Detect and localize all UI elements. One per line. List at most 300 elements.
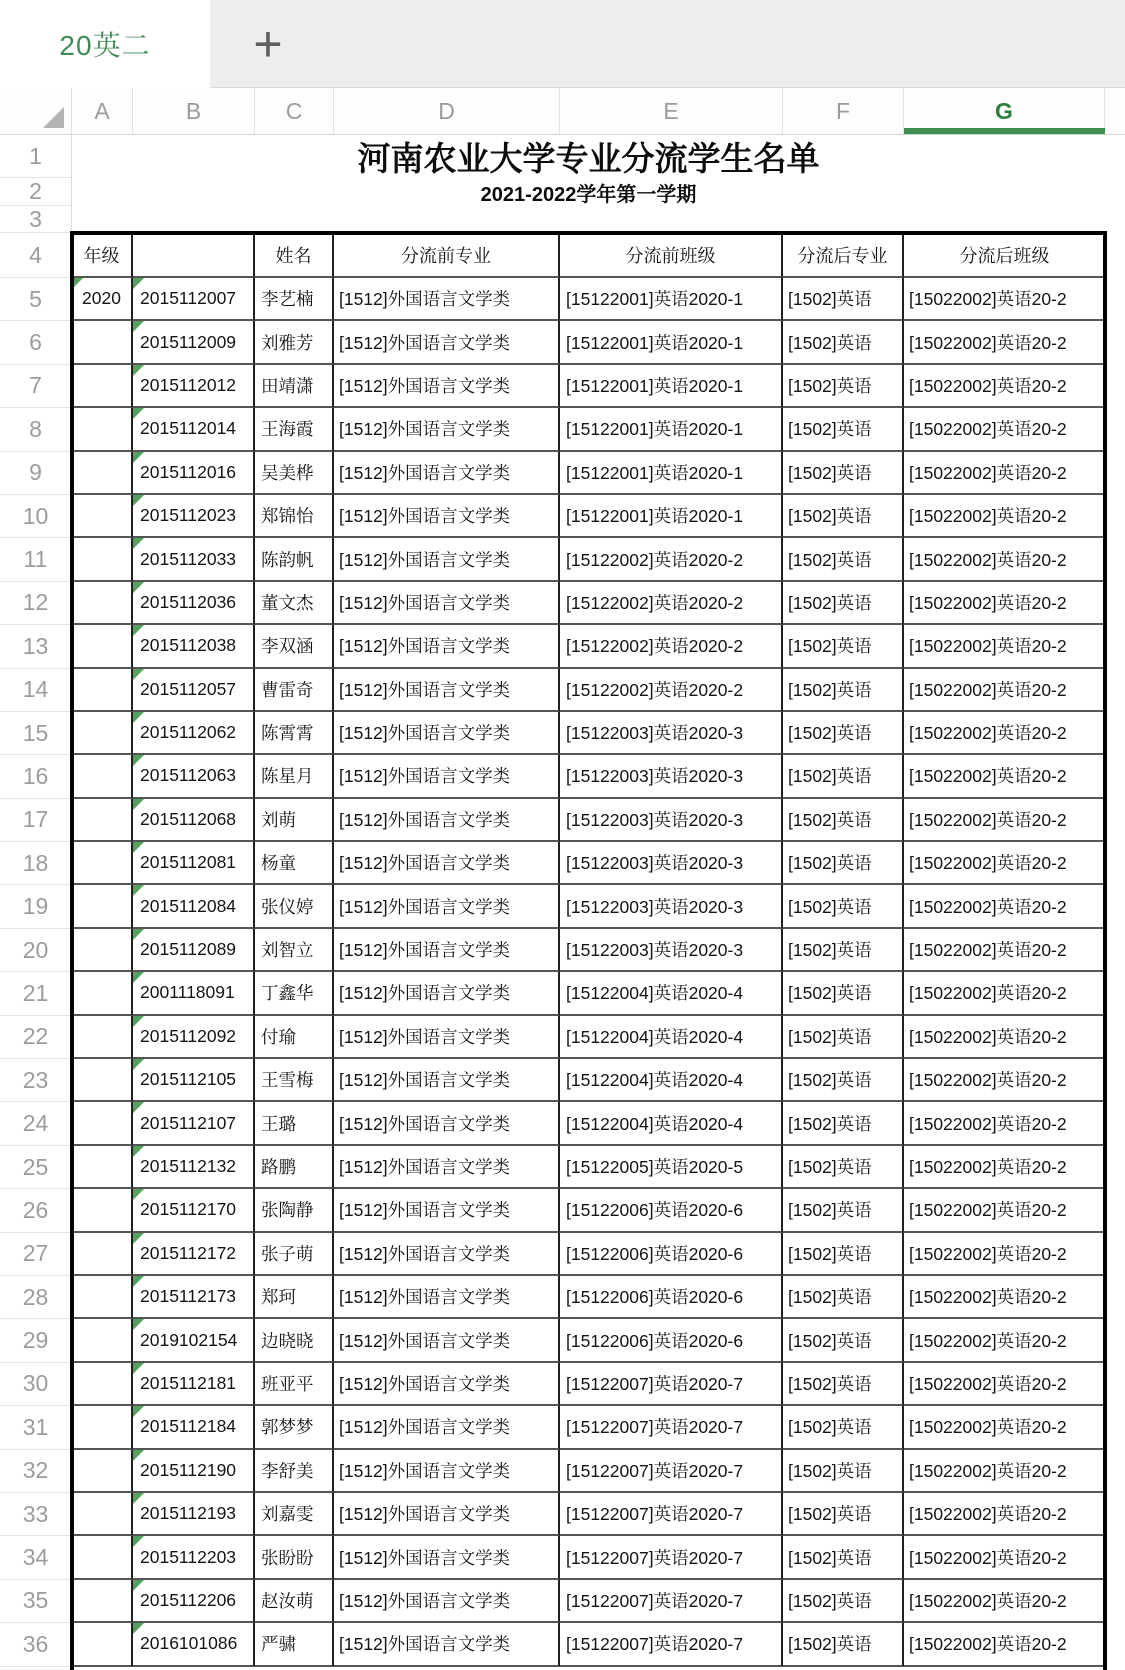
- cell-student-id[interactable]: 2015112009: [133, 321, 255, 364]
- cell-name[interactable]: 陈韵帆: [255, 538, 334, 581]
- cell-student-id[interactable]: 2015112036: [133, 582, 255, 625]
- cell-name[interactable]: 张子萌: [255, 1233, 334, 1276]
- cell-grade[interactable]: [72, 582, 133, 625]
- row-header-28[interactable]: 28: [0, 1276, 72, 1319]
- cell-major-after[interactable]: [1502]英语: [783, 278, 904, 321]
- cell-major-before[interactable]: [1512]外国语言文学类: [334, 582, 560, 625]
- cell-student-id[interactable]: 2015112203: [133, 1536, 255, 1579]
- cell-class-before[interactable]: [15122001]英语2020-1: [560, 321, 783, 364]
- cell-major-after[interactable]: [1502]英语: [783, 365, 904, 408]
- cell-class-before[interactable]: [15122003]英语2020-3: [560, 755, 783, 798]
- cell-name[interactable]: 陈霄霄: [255, 712, 334, 755]
- cell-student-id[interactable]: 2015112170: [133, 1189, 255, 1232]
- cell-major-before[interactable]: [1512]外国语言文学类: [334, 972, 560, 1015]
- cell-grade[interactable]: [72, 1319, 133, 1362]
- header-cell-grade[interactable]: 年级: [72, 233, 133, 278]
- row-header-11[interactable]: 11: [0, 538, 72, 581]
- cell-class-after[interactable]: [15022002]英语20-2: [904, 538, 1105, 581]
- cell-grade[interactable]: [72, 495, 133, 538]
- cell-name[interactable]: 郭梦梦: [255, 1406, 334, 1449]
- cell-name[interactable]: 边晓晓: [255, 1319, 334, 1362]
- cell-grade[interactable]: [72, 1016, 133, 1059]
- row-header-8[interactable]: 8: [0, 408, 72, 451]
- header-cell-class-after[interactable]: 分流后班级: [904, 233, 1105, 278]
- cell-class-after[interactable]: [15022002]英语20-2: [904, 1450, 1105, 1493]
- cell-major-before[interactable]: [1512]外国语言文学类: [334, 495, 560, 538]
- row-header-2[interactable]: 2: [0, 178, 72, 206]
- cell-major-before[interactable]: [1512]外国语言文学类: [334, 1189, 560, 1232]
- cell-grade[interactable]: [72, 929, 133, 972]
- cell-major-after[interactable]: [1502]英语: [783, 582, 904, 625]
- cell-class-before[interactable]: [15122003]英语2020-3: [560, 799, 783, 842]
- cell-major-after[interactable]: [1502]英语: [783, 1536, 904, 1579]
- cell-grade[interactable]: [72, 538, 133, 581]
- cell-student-id[interactable]: 2015112016: [133, 452, 255, 495]
- cell-student-id[interactable]: 2015112081: [133, 842, 255, 885]
- row-header-4[interactable]: 4: [0, 233, 72, 278]
- cell-class-before[interactable]: [15122001]英语2020-1: [560, 365, 783, 408]
- cell-major-after[interactable]: [1502]英语: [783, 1580, 904, 1623]
- sheet-tab-active[interactable]: [0, 0, 210, 88]
- row-header-36[interactable]: 36: [0, 1623, 72, 1666]
- number-as-text-triangle-icon: [133, 1623, 144, 1634]
- cell-class-after[interactable]: [15022002]英语20-2: [904, 669, 1105, 712]
- cell-student-id[interactable]: 2015112012: [133, 365, 255, 408]
- cell-class-before[interactable]: [15122007]英语2020-7: [560, 1450, 783, 1493]
- cell-class-before[interactable]: [15122006]英语2020-6: [560, 1189, 783, 1232]
- empty-spacer-cell[interactable]: [72, 206, 1105, 233]
- number-as-text-triangle-icon: [133, 799, 144, 810]
- cell-major-after[interactable]: [1502]英语: [783, 712, 904, 755]
- row-header-26[interactable]: 26: [0, 1189, 72, 1232]
- cell-class-before[interactable]: [15122004]英语2020-4: [560, 1059, 783, 1102]
- cell-grade[interactable]: [72, 799, 133, 842]
- sheet-grid: [0, 135, 1125, 1667]
- cell-class-before[interactable]: [15122006]英语2020-6: [560, 1276, 783, 1319]
- cell-major-before[interactable]: [1512]外国语言文学类: [334, 321, 560, 364]
- sheet-title-cell-text: 河南农业大学专业分流学生名单: [357, 140, 820, 177]
- cell-class-before[interactable]: [15122003]英语2020-3: [560, 885, 783, 928]
- cell-class-before[interactable]: [15122002]英语2020-2: [560, 669, 783, 712]
- cell-student-id[interactable]: 2015112184: [133, 1406, 255, 1449]
- cell-name[interactable]: 赵汝萌: [255, 1580, 334, 1623]
- cell-student-id[interactable]: 2015112014: [133, 408, 255, 451]
- table-row-36: [0, 1623, 1125, 1666]
- cell-name[interactable]: 刘嘉雯: [255, 1493, 334, 1536]
- cell-major-before[interactable]: [1512]外国语言文学类: [334, 408, 560, 451]
- cell-class-before[interactable]: [15122002]英语2020-2: [560, 625, 783, 668]
- cell-grade[interactable]: [72, 1363, 133, 1406]
- row-header-16[interactable]: 16: [0, 755, 72, 798]
- number-as-text-triangle-icon: [133, 1363, 144, 1374]
- cell-name[interactable]: 路鹏: [255, 1146, 334, 1189]
- cell-name[interactable]: 田靖潇: [255, 365, 334, 408]
- cell-grade[interactable]: [72, 1189, 133, 1232]
- add-sheet-icon[interactable]: +: [253, 15, 283, 72]
- cell-class-after[interactable]: [15022002]英语20-2: [904, 1493, 1105, 1536]
- cell-major-before[interactable]: [1512]外国语言文学类: [334, 1363, 560, 1406]
- cell-student-id[interactable]: 2015112062: [133, 712, 255, 755]
- cell-class-after[interactable]: [15022002]英语20-2: [904, 842, 1105, 885]
- cell-class-after[interactable]: [15022002]英语20-2: [904, 1016, 1105, 1059]
- cell-grade[interactable]: [72, 1233, 133, 1276]
- cell-major-after[interactable]: [1502]英语: [783, 1233, 904, 1276]
- cell-class-after[interactable]: [15022002]英语20-2: [904, 1059, 1105, 1102]
- cell-student-id[interactable]: 2015112105: [133, 1059, 255, 1102]
- number-as-text-triangle-icon: [133, 1016, 144, 1027]
- cell-student-id[interactable]: 2015112057: [133, 669, 255, 712]
- cell-major-after[interactable]: [1502]英语: [783, 1493, 904, 1536]
- cell-class-after[interactable]: [15022002]英语20-2: [904, 582, 1105, 625]
- cell-class-before[interactable]: [15122001]英语2020-1: [560, 278, 783, 321]
- row-header-23[interactable]: 23: [0, 1059, 72, 1102]
- cell-major-after[interactable]: [1502]英语: [783, 408, 904, 451]
- cell-name[interactable]: 班亚平: [255, 1363, 334, 1406]
- column-header-b[interactable]: B: [133, 88, 255, 134]
- cell-name[interactable]: 刘智立: [255, 929, 334, 972]
- cell-grade[interactable]: 2020: [72, 278, 133, 321]
- cell-major-before[interactable]: [1512]外国语言文学类: [334, 452, 560, 495]
- cell-grade[interactable]: [72, 842, 133, 885]
- cell-class-before[interactable]: [15122006]英语2020-6: [560, 1319, 783, 1362]
- cell-student-id[interactable]: 2015112033: [133, 538, 255, 581]
- cell-class-after[interactable]: [15022002]英语20-2: [904, 1623, 1105, 1666]
- cell-name[interactable]: 刘萌: [255, 799, 334, 842]
- column-header-a[interactable]: A: [72, 88, 133, 134]
- cell-name[interactable]: 张仪婷: [255, 885, 334, 928]
- cell-grade[interactable]: [72, 755, 133, 798]
- row-header-35[interactable]: 35: [0, 1580, 72, 1623]
- cell-grade[interactable]: [72, 1493, 133, 1536]
- number-as-text-triangle-icon: [133, 365, 144, 376]
- cell-name[interactable]: 吴美桦: [255, 452, 334, 495]
- cell-name[interactable]: 李艺楠: [255, 278, 334, 321]
- cell-major-after[interactable]: [1502]英语: [783, 799, 904, 842]
- number-as-text-triangle-icon: [133, 1233, 144, 1244]
- cell-major-before[interactable]: [1512]外国语言文学类: [334, 1016, 560, 1059]
- cell-class-before[interactable]: [15122001]英语2020-1: [560, 408, 783, 451]
- cell-class-after[interactable]: [15022002]英语20-2: [904, 885, 1105, 928]
- cell-student-id[interactable]: 2015112089: [133, 929, 255, 972]
- cell-name[interactable]: 杨童: [255, 842, 334, 885]
- row-header-33[interactable]: 33: [0, 1493, 72, 1536]
- row-header-25[interactable]: 25: [0, 1146, 72, 1189]
- cell-grade[interactable]: [72, 1146, 133, 1189]
- column-header-c[interactable]: C: [255, 88, 334, 134]
- row-header-18[interactable]: 18: [0, 842, 72, 885]
- cell-major-after[interactable]: [1502]英语: [783, 1363, 904, 1406]
- cell-major-before[interactable]: [1512]外国语言文学类: [334, 625, 560, 668]
- cell-grade[interactable]: [72, 365, 133, 408]
- cell-grade[interactable]: [72, 1102, 133, 1145]
- cell-class-before[interactable]: [15122006]英语2020-6: [560, 1233, 783, 1276]
- cell-major-before[interactable]: [1512]外国语言文学类: [334, 755, 560, 798]
- column-header-d[interactable]: D: [334, 88, 560, 134]
- row-header-15[interactable]: 15: [0, 712, 72, 755]
- row-header-3[interactable]: 3: [0, 206, 72, 233]
- cell-name[interactable]: 王璐: [255, 1102, 334, 1145]
- row-header-19[interactable]: 19: [0, 885, 72, 928]
- cell-major-before[interactable]: [1512]外国语言文学类: [334, 1276, 560, 1319]
- cell-name[interactable]: 曹雷奇: [255, 669, 334, 712]
- cell-class-after[interactable]: [15022002]英语20-2: [904, 1189, 1105, 1232]
- cell-name[interactable]: 严骕: [255, 1623, 334, 1666]
- cell-major-after[interactable]: [1502]英语: [783, 1319, 904, 1362]
- cell-class-after[interactable]: [15022002]英语20-2: [904, 1276, 1105, 1319]
- cell-major-after[interactable]: [1502]英语: [783, 972, 904, 1015]
- cell-grade[interactable]: [72, 321, 133, 364]
- row-header-27[interactable]: 27: [0, 1233, 72, 1276]
- cell-class-after[interactable]: [15022002]英语20-2: [904, 1102, 1105, 1145]
- cell-major-after[interactable]: [1502]英语: [783, 1623, 904, 1666]
- cell-major-before[interactable]: [1512]外国语言文学类: [334, 1233, 560, 1276]
- number-as-text-triangle-icon: [133, 321, 144, 332]
- number-as-text-triangle-icon: [133, 1146, 144, 1157]
- cell-class-after[interactable]: [15022002]英语20-2: [904, 1146, 1105, 1189]
- cell-major-after[interactable]: [1502]英语: [783, 885, 904, 928]
- cell-major-after[interactable]: [1502]英语: [783, 625, 904, 668]
- cell-major-before[interactable]: [1512]外国语言文学类: [334, 842, 560, 885]
- cell-major-after[interactable]: [1502]英语: [783, 1406, 904, 1449]
- table-row-26: [0, 1189, 1125, 1232]
- cell-major-before[interactable]: [1512]外国语言文学类: [334, 538, 560, 581]
- cell-major-before[interactable]: [1512]外国语言文学类: [334, 365, 560, 408]
- cell-name[interactable]: 刘雅芳: [255, 321, 334, 364]
- cell-class-after[interactable]: [15022002]英语20-2: [904, 625, 1105, 668]
- cell-major-after[interactable]: [1502]英语: [783, 538, 904, 581]
- cell-class-before[interactable]: [15122001]英语2020-1: [560, 495, 783, 538]
- row-header-34[interactable]: 34: [0, 1536, 72, 1579]
- row-header-5[interactable]: 5: [0, 278, 72, 321]
- row-header-13[interactable]: 13: [0, 625, 72, 668]
- cell-student-id[interactable]: 2019102154: [133, 1319, 255, 1362]
- sheet-subtitle-cell[interactable]: [72, 178, 1105, 206]
- row-header-24[interactable]: 24: [0, 1102, 72, 1145]
- cell-student-id[interactable]: 2015112007: [133, 278, 255, 321]
- cell-major-before[interactable]: [1512]外国语言文学类: [334, 669, 560, 712]
- cell-name[interactable]: 李舒美: [255, 1450, 334, 1493]
- cell-student-id[interactable]: 2015112084: [133, 885, 255, 928]
- cell-major-before[interactable]: [1512]外国语言文学类: [334, 1059, 560, 1102]
- cell-major-before[interactable]: [1512]外国语言文学类: [334, 1102, 560, 1145]
- number-as-text-triangle-icon: [133, 495, 144, 506]
- cell-major-after[interactable]: [1502]英语: [783, 755, 904, 798]
- cell-major-before[interactable]: [1512]外国语言文学类: [334, 1493, 560, 1536]
- cell-grade[interactable]: [72, 408, 133, 451]
- cell-student-id[interactable]: 2015112190: [133, 1450, 255, 1493]
- cell-student-id[interactable]: 2015112068: [133, 799, 255, 842]
- cell-class-before[interactable]: [15122005]英语2020-5: [560, 1146, 783, 1189]
- cell-grade[interactable]: [72, 1059, 133, 1102]
- cell-major-after[interactable]: [1502]英语: [783, 495, 904, 538]
- cell-name[interactable]: 郑锦怡: [255, 495, 334, 538]
- cell-class-before[interactable]: [15122007]英语2020-7: [560, 1406, 783, 1449]
- cell-major-before[interactable]: [1512]外国语言文学类: [334, 278, 560, 321]
- cell-class-after[interactable]: [15022002]英语20-2: [904, 972, 1105, 1015]
- column-header-f[interactable]: F: [783, 88, 904, 134]
- cell-grade[interactable]: [72, 625, 133, 668]
- cell-grade[interactable]: [72, 1450, 133, 1493]
- row-header-30[interactable]: 30: [0, 1363, 72, 1406]
- cell-name[interactable]: 付瑜: [255, 1016, 334, 1059]
- cell-class-before[interactable]: [15122003]英语2020-3: [560, 712, 783, 755]
- row-header-12[interactable]: 12: [0, 582, 72, 625]
- cell-class-before[interactable]: [15122004]英语2020-4: [560, 1102, 783, 1145]
- cell-major-before[interactable]: [1512]外国语言文学类: [334, 1450, 560, 1493]
- cell-major-after[interactable]: [1502]英语: [783, 929, 904, 972]
- cell-major-after[interactable]: [1502]英语: [783, 669, 904, 712]
- row-header-9[interactable]: 9: [0, 452, 72, 495]
- header-cell-class-before[interactable]: 分流前班级: [560, 233, 783, 278]
- cell-grade[interactable]: [72, 1580, 133, 1623]
- cell-class-after[interactable]: [15022002]英语20-2: [904, 408, 1105, 451]
- cell-student-id[interactable]: 2015112181: [133, 1363, 255, 1406]
- cell-name[interactable]: 丁鑫华: [255, 972, 334, 1015]
- cell-major-after[interactable]: [1502]英语: [783, 1450, 904, 1493]
- row-header-1[interactable]: 1: [0, 135, 72, 178]
- cell-class-after[interactable]: [15022002]英语20-2: [904, 929, 1105, 972]
- cell-class-before[interactable]: [15122002]英语2020-2: [560, 582, 783, 625]
- cell-class-before[interactable]: [15122007]英语2020-7: [560, 1580, 783, 1623]
- cell-name[interactable]: 董文杰: [255, 582, 334, 625]
- header-cell-student-id[interactable]: [133, 233, 255, 278]
- cell-grade[interactable]: [72, 1276, 133, 1319]
- cell-class-before[interactable]: [15122004]英语2020-4: [560, 1016, 783, 1059]
- cell-student-id[interactable]: 2015112092: [133, 1016, 255, 1059]
- cell-student-id[interactable]: 2016101086: [133, 1623, 255, 1666]
- row-header-31[interactable]: 31: [0, 1406, 72, 1449]
- cell-student-id[interactable]: 2015112038: [133, 625, 255, 668]
- cell-student-id[interactable]: 2015112132: [133, 1146, 255, 1189]
- row-header-20[interactable]: 20: [0, 929, 72, 972]
- cell-grade[interactable]: [72, 452, 133, 495]
- cell-class-before[interactable]: [15122007]英语2020-7: [560, 1536, 783, 1579]
- cell-class-before[interactable]: [15122001]英语2020-1: [560, 452, 783, 495]
- cell-name[interactable]: 陈星月: [255, 755, 334, 798]
- row-header-29[interactable]: 29: [0, 1319, 72, 1362]
- cell-major-before[interactable]: [1512]外国语言文学类: [334, 1580, 560, 1623]
- cell-major-before[interactable]: [1512]外国语言文学类: [334, 885, 560, 928]
- cell-class-after[interactable]: [15022002]英语20-2: [904, 799, 1105, 842]
- row-header-14[interactable]: 14: [0, 669, 72, 712]
- cell-name[interactable]: 王海霞: [255, 408, 334, 451]
- cell-major-before[interactable]: [1512]外国语言文学类: [334, 1406, 560, 1449]
- select-all-button[interactable]: [0, 88, 72, 134]
- cell-class-before[interactable]: [15122004]英语2020-4: [560, 972, 783, 1015]
- header-cell-major-after[interactable]: 分流后专业: [783, 233, 904, 278]
- number-as-text-triangle-icon: [133, 712, 144, 723]
- row-header-6[interactable]: 6: [0, 321, 72, 364]
- cell-major-after[interactable]: [1502]英语: [783, 1059, 904, 1102]
- cell-student-id[interactable]: 2015112206: [133, 1580, 255, 1623]
- cell-major-before[interactable]: [1512]外国语言文学类: [334, 712, 560, 755]
- cell-name[interactable]: 张陶静: [255, 1189, 334, 1232]
- row-header-17[interactable]: 17: [0, 799, 72, 842]
- cell-class-after[interactable]: [15022002]英语20-2: [904, 495, 1105, 538]
- cell-major-after[interactable]: [1502]英语: [783, 452, 904, 495]
- cell-grade[interactable]: [72, 885, 133, 928]
- cell-grade[interactable]: [72, 972, 133, 1015]
- cell-class-after[interactable]: [15022002]英语20-2: [904, 1406, 1105, 1449]
- row-header-7[interactable]: 7: [0, 365, 72, 408]
- cell-class-after[interactable]: [15022002]英语20-2: [904, 1536, 1105, 1579]
- cell-grade[interactable]: [72, 669, 133, 712]
- column-header-e[interactable]: E: [560, 88, 783, 134]
- cell-major-before[interactable]: [1512]外国语言文学类: [334, 799, 560, 842]
- cell-class-before[interactable]: [15122007]英语2020-7: [560, 1493, 783, 1536]
- cell-major-before[interactable]: [1512]外国语言文学类: [334, 929, 560, 972]
- cell-name[interactable]: 张盼盼: [255, 1536, 334, 1579]
- cell-major-before[interactable]: [1512]外国语言文学类: [334, 1623, 560, 1666]
- column-header-g[interactable]: G: [904, 88, 1105, 134]
- cell-student-id[interactable]: 2015112172: [133, 1233, 255, 1276]
- cell-class-after[interactable]: [15022002]英语20-2: [904, 1319, 1105, 1362]
- cell-major-after[interactable]: [1502]英语: [783, 1016, 904, 1059]
- number-as-text-triangle-icon: [133, 408, 144, 419]
- cell-grade[interactable]: [72, 1406, 133, 1449]
- cell-class-before[interactable]: [15122002]英语2020-2: [560, 538, 783, 581]
- cell-student-id[interactable]: 2015112063: [133, 755, 255, 798]
- cell-grade[interactable]: [72, 1536, 133, 1579]
- cell-name[interactable]: 李双涵: [255, 625, 334, 668]
- row-header-32[interactable]: 32: [0, 1450, 72, 1493]
- cell-class-after[interactable]: [15022002]英语20-2: [904, 1580, 1105, 1623]
- cell-class-before[interactable]: [15122003]英语2020-3: [560, 929, 783, 972]
- cell-class-after[interactable]: [15022002]英语20-2: [904, 1363, 1105, 1406]
- cell-grade[interactable]: [72, 1623, 133, 1666]
- cell-class-before[interactable]: [15122007]英语2020-7: [560, 1363, 783, 1406]
- cell-major-before[interactable]: [1512]外国语言文学类: [334, 1146, 560, 1189]
- cell-name[interactable]: 王雪梅: [255, 1059, 334, 1102]
- table-row-21: [0, 972, 1125, 1015]
- cell-student-id[interactable]: 2015112193: [133, 1493, 255, 1536]
- header-cell-name[interactable]: 姓名: [255, 233, 334, 278]
- cell-class-after[interactable]: [15022002]英语20-2: [904, 452, 1105, 495]
- header-cell-major-before[interactable]: 分流前专业: [334, 233, 560, 278]
- cell-major-after[interactable]: [1502]英语: [783, 1146, 904, 1189]
- cell-class-before[interactable]: [15122003]英语2020-3: [560, 842, 783, 885]
- cell-class-after[interactable]: [15022002]英语20-2: [904, 278, 1105, 321]
- sheet-title-cell[interactable]: [72, 135, 1105, 178]
- cell-name[interactable]: 郑珂: [255, 1276, 334, 1319]
- cell-major-after[interactable]: [1502]英语: [783, 1276, 904, 1319]
- table-row-15: [0, 712, 1125, 755]
- cell-class-after[interactable]: [15022002]英语20-2: [904, 321, 1105, 364]
- cell-major-after[interactable]: [1502]英语: [783, 1189, 904, 1232]
- cell-class-after[interactable]: [15022002]英语20-2: [904, 712, 1105, 755]
- cell-major-after[interactable]: [1502]英语: [783, 321, 904, 364]
- table-row-16: [0, 755, 1125, 798]
- row-header-21[interactable]: 21: [0, 972, 72, 1015]
- table-row-14: [0, 669, 1125, 712]
- cell-major-before[interactable]: [1512]外国语言文学类: [334, 1536, 560, 1579]
- cell-class-after[interactable]: [15022002]英语20-2: [904, 1233, 1105, 1276]
- cell-student-id[interactable]: 2001118091: [133, 972, 255, 1015]
- cell-major-before[interactable]: [1512]外国语言文学类: [334, 1319, 560, 1362]
- cell-student-id[interactable]: 2015112107: [133, 1102, 255, 1145]
- cell-student-id[interactable]: 2015112173: [133, 1276, 255, 1319]
- cell-student-id[interactable]: 2015112023: [133, 495, 255, 538]
- cell-class-after[interactable]: [15022002]英语20-2: [904, 365, 1105, 408]
- number-as-text-triangle-icon: [133, 538, 144, 549]
- row-header-22[interactable]: 22: [0, 1016, 72, 1059]
- cell-grade[interactable]: [72, 712, 133, 755]
- row-header-10[interactable]: 10: [0, 495, 72, 538]
- cell-class-after[interactable]: [15022002]英语20-2: [904, 755, 1105, 798]
- cell-major-after[interactable]: [1502]英语: [783, 842, 904, 885]
- cell-major-after[interactable]: [1502]英语: [783, 1102, 904, 1145]
- cell-class-before[interactable]: [15122007]英语2020-7: [560, 1623, 783, 1666]
